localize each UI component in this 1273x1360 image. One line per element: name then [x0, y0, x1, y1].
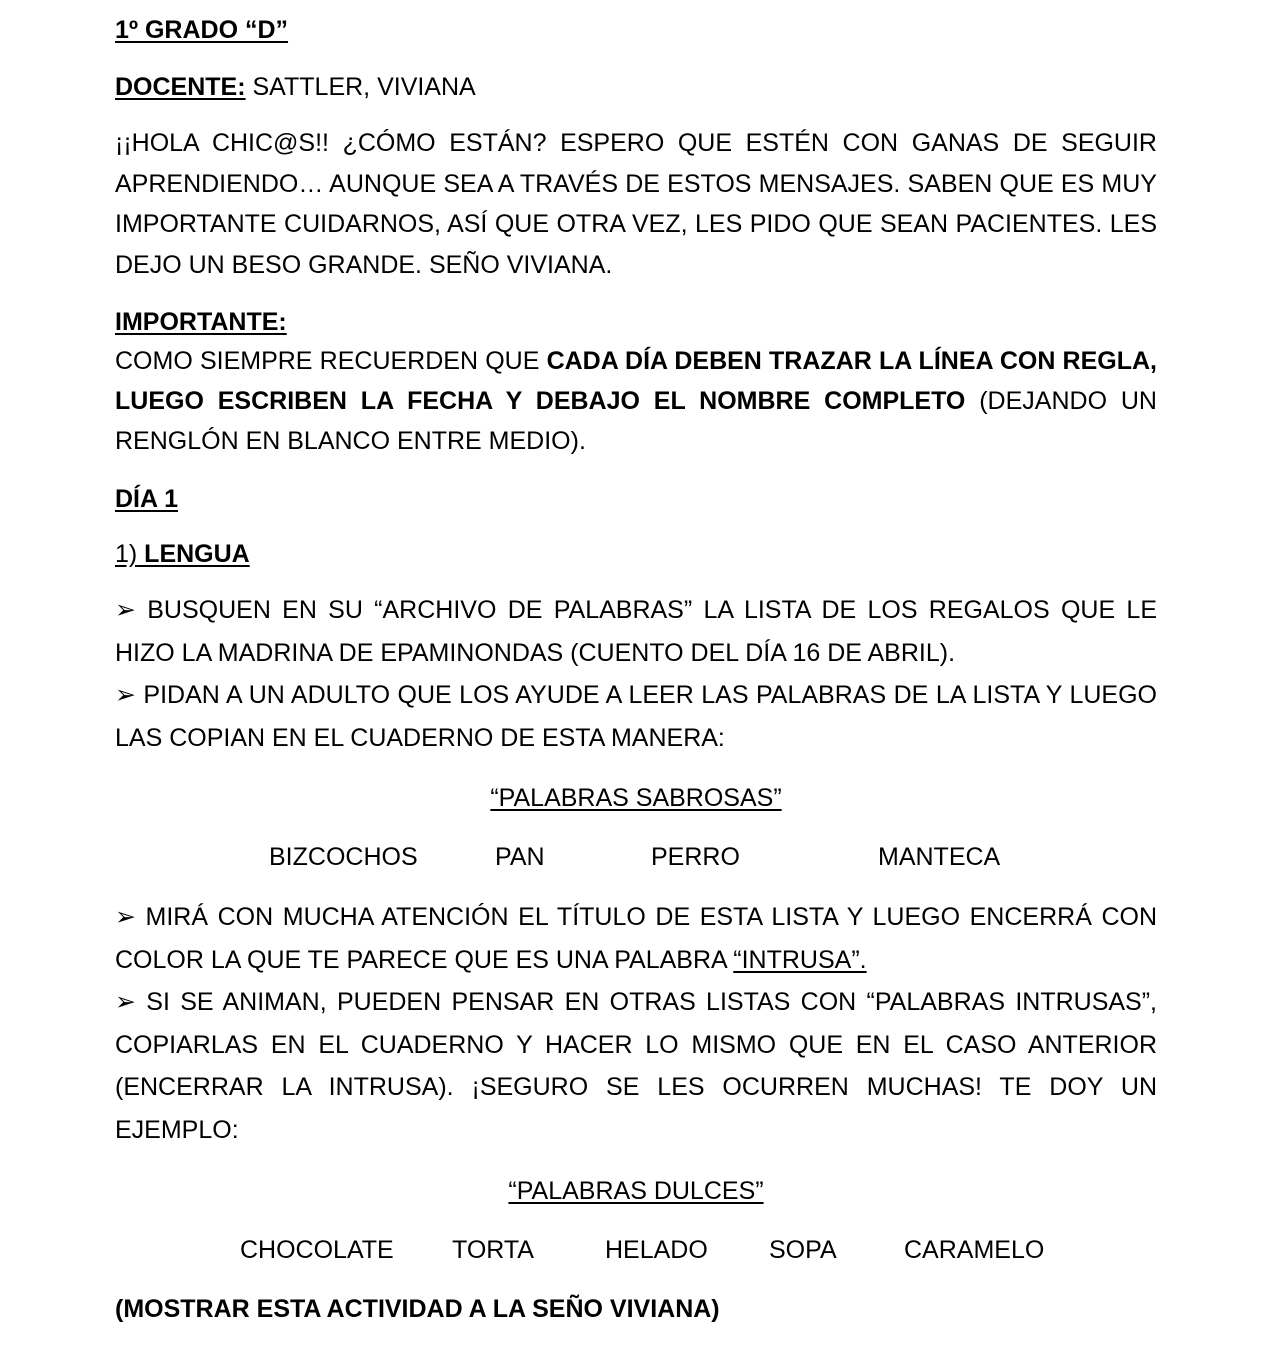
list-1-title-row — [115, 783, 1157, 813]
list-2-word: CHOCOLATE — [240, 1236, 394, 1264]
footer-note-text: (MOSTRAR ESTA ACTIVIDAD A LA SEÑO VIVIANA) — [115, 1295, 720, 1323]
instruction-text: MIRÁ CON MUCHA ATENCIÓN EL TÍTULO DE ESTA LISTA Y LUEGO ENCERRÁ CON — [135, 903, 1157, 931]
teacher-label: DOCENTE: — [115, 73, 246, 101]
instruction-text: COLOR LA QUE TE PARECE QUE ES UNA PALABRA — [115, 946, 734, 974]
instruction-4-line-2: COPIARLAS EN EL CUADERNO Y HACER LO MISMO QUE EN EL CASO ANTERIOR — [115, 1031, 1157, 1059]
grade-title: 1º GRADO “D” — [115, 16, 289, 44]
list-2-word: HELADO — [605, 1236, 708, 1264]
greeting-line-4: DEJO UN BESO GRANDE. SEÑO VIVIANA. — [115, 251, 613, 279]
instruction-3-line-1 — [115, 902, 1157, 932]
important-heading — [115, 307, 1157, 337]
section-heading — [115, 539, 1157, 569]
footer-note — [115, 1294, 1157, 1324]
important-text: COMO SIEMPRE RECUERDEN QUE — [115, 347, 547, 375]
instruction-text: SI SE ANIMAN, PUEDEN PENSAR EN OTRAS LISTAS CON “PALABRAS INTRUSAS”, — [135, 988, 1157, 1016]
important-line-2 — [115, 386, 1157, 416]
list-2-title-row — [115, 1176, 1157, 1206]
list-1-word: PAN — [495, 843, 545, 871]
list-2-word: CARAMELO — [904, 1236, 1045, 1264]
section-number: 1) — [115, 540, 138, 568]
section-title: LENGUA — [137, 540, 250, 568]
list-2-word: TORTA — [452, 1236, 534, 1264]
arrow-bullet-icon: ➢ — [115, 681, 136, 709]
grade-heading — [115, 15, 1157, 45]
instruction-4-line-1 — [115, 987, 1157, 1017]
teacher-line — [115, 72, 1157, 102]
greeting-line-3: IMPORTANTE CUIDARNOS, ASÍ QUE OTRA VEZ, LES PIDO QUE SEAN PACIENTES. LES — [115, 210, 1157, 238]
list-2-word: SOPA — [769, 1236, 837, 1264]
important-line-3: RENGLÓN EN BLANCO ENTRE MEDIO). — [115, 427, 586, 455]
arrow-bullet-icon: ➢ — [115, 903, 136, 931]
intrusa-word: “INTRUSA”. — [733, 946, 867, 974]
important-line-1 — [115, 346, 1157, 376]
list-1-word: PERRO — [651, 843, 740, 871]
list-1-word: BIZCOCHOS — [269, 843, 418, 871]
instruction-4-line-3: (ENCERRAR LA INTRUSA). ¡SEGURO SE LES OCURREN MUCHAS! TE DOY UN — [115, 1073, 1157, 1101]
teacher-name: SATTLER, VIVIANA — [245, 73, 476, 101]
important-text: (DEJANDO UN — [965, 387, 1157, 415]
arrow-bullet-icon: ➢ — [115, 988, 136, 1016]
instruction-text: BUSQUEN EN SU “ARCHIVO DE PALABRAS” LA LISTA DE LOS REGALOS QUE LE — [135, 596, 1157, 624]
greeting-line-1: ¡¡HOLA CHIC@S!! ¿CÓMO ESTÁN? ESPERO QUE ESTÉN CON GANAS DE SEGUIR — [115, 129, 1157, 157]
greeting-line-2: APRENDIENDO… AUNQUE SEA A TRAVÉS DE ESTOS MENSAJES. SABEN QUE ES MUY — [115, 170, 1157, 198]
important-bold-text: LUEGO ESCRIBEN LA FECHA Y DEBAJO EL NOMBRE COMPLETO — [115, 387, 966, 415]
list-1-word: MANTECA — [878, 843, 1001, 871]
instruction-2-line-2: LAS COPIAN EN EL CUADERNO DE ESTA MANERA: — [115, 724, 725, 752]
instruction-text: PIDAN A UN ADULTO QUE LOS AYUDE A LEER LAS PALABRAS DE LA LISTA Y LUEGO — [135, 681, 1157, 709]
important-bold-text: CADA DÍA DEBEN TRAZAR LA LÍNEA CON REGLA, — [546, 347, 1157, 375]
day-heading — [115, 484, 1157, 514]
list-2-title: “PALABRAS DULCES” — [508, 1177, 764, 1205]
instruction-1-line-2: HIZO LA MADRINA DE EPAMINONDAS (CUENTO DEL DÍA 16 DE ABRIL). — [115, 639, 956, 667]
day-title: DÍA 1 — [115, 485, 178, 513]
important-label: IMPORTANTE: — [115, 308, 287, 336]
instruction-2-line-1 — [115, 680, 1157, 710]
arrow-bullet-icon: ➢ — [115, 596, 136, 624]
instruction-3-line-2 — [115, 945, 1157, 975]
instruction-4-line-4: EJEMPLO: — [115, 1116, 239, 1144]
list-1-title: “PALABRAS SABROSAS” — [490, 784, 782, 812]
instruction-1-line-1 — [115, 595, 1157, 625]
